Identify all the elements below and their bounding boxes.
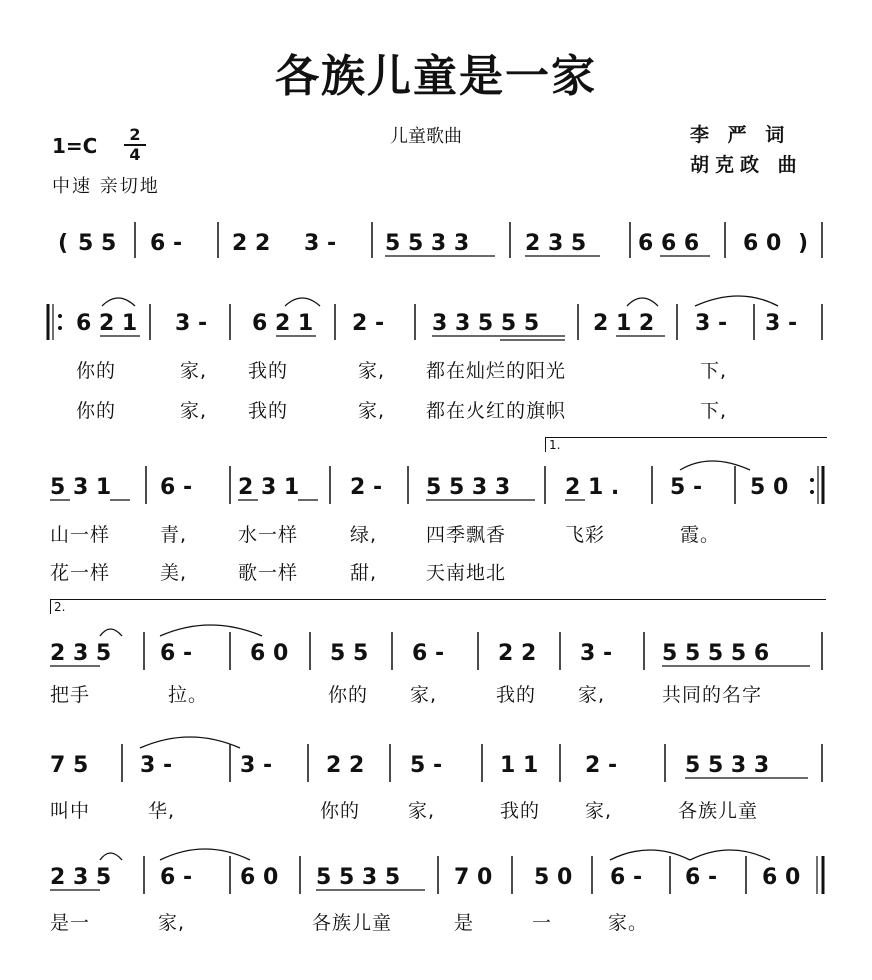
note-group: 3 -: [580, 641, 613, 666]
note-group: 2 2: [326, 753, 365, 778]
score-row-4: [40, 628, 840, 706]
lyric-word: 家,: [358, 400, 386, 422]
score-row-2: [40, 298, 840, 422]
lyric-word: 天南地北: [426, 562, 507, 584]
lyric-word: 都在火红的旗帜: [426, 400, 567, 422]
note-group: 3 3 5 5 5: [432, 311, 540, 336]
lyric-word: 家,: [585, 800, 613, 822]
lyric-word: 家,: [410, 684, 438, 706]
lyric-word: 一: [532, 912, 553, 934]
note-group: 5 5 3 3: [685, 753, 770, 778]
note-group: 6 -: [160, 641, 193, 666]
volta-2: 2.: [50, 599, 826, 614]
lyric-word: 绿,: [350, 524, 378, 546]
lyric-word: 青,: [160, 524, 188, 546]
note-group: 2 -: [350, 475, 383, 500]
note-group: 6 2 1: [76, 311, 138, 336]
note-group: 6 0: [250, 641, 289, 666]
note-group: 5 3 1: [50, 475, 112, 500]
score-row-6: [40, 852, 840, 934]
note-group: 2 3 5: [525, 231, 587, 256]
note-group: 3 -: [695, 311, 728, 336]
note-group: 6 0: [762, 865, 801, 890]
open-paren: (: [58, 231, 69, 256]
tempo-marking: 中速 亲切地: [52, 176, 160, 197]
note-group: 2 3 5: [50, 865, 112, 890]
note-group: 3 -: [175, 311, 208, 336]
lyric-word: 下,: [700, 400, 728, 422]
note-group: 2 2: [498, 641, 537, 666]
lyric-word: 我的: [248, 360, 289, 382]
note-group: 6 6 6: [638, 231, 700, 256]
lyric-word: 我的: [248, 400, 289, 422]
note-group: 5 0: [534, 865, 573, 890]
lyric-word: 你的: [76, 400, 117, 422]
lyric-word: 家,: [358, 360, 386, 382]
note-group: 2 -: [352, 311, 385, 336]
note-group: 6 -: [412, 641, 445, 666]
row-4-notes: [40, 628, 840, 672]
lyric-word: 家。: [608, 912, 649, 934]
lyric-word: 都在灿烂的阳光: [426, 360, 567, 382]
note-group: 5 0: [750, 475, 789, 500]
time-denominator: 4: [124, 144, 146, 164]
lyric-word: 山一样: [50, 524, 111, 546]
lyric-word: 是: [454, 912, 475, 934]
lyric-word: 叫中: [50, 800, 91, 822]
lyric-word: 你的: [320, 800, 361, 822]
composer-credit: 胡克政 曲: [690, 154, 803, 176]
lyric-word: 共同的名字: [662, 684, 763, 706]
song-title: 各族儿童是一家: [275, 51, 597, 102]
lyric-word: 我的: [500, 800, 541, 822]
note-group: 2 -: [585, 753, 618, 778]
score-row-5: [40, 740, 840, 822]
note-group: 5 -: [670, 475, 703, 500]
lyric-word: 飞彩: [565, 524, 606, 546]
note-group: 7 0: [454, 865, 493, 890]
row-6-notes: [40, 852, 840, 896]
score-row-3: [40, 462, 840, 584]
note-group: 5 5 3 5: [316, 865, 401, 890]
note-group: 7 5: [50, 753, 89, 778]
lyric-word: 美,: [160, 562, 188, 584]
lyric-word: 把手: [50, 684, 91, 706]
lyric-word: 甜,: [350, 562, 378, 584]
note-group: 6 -: [685, 865, 718, 890]
row-1-notes: [40, 220, 840, 260]
note-group: 3 -: [140, 753, 173, 778]
lyricist-credit: 李 严 词: [690, 124, 791, 146]
note-group: 5 5: [330, 641, 369, 666]
volta-1: 1.: [545, 437, 827, 452]
note-group: 5 5 3 3: [385, 231, 470, 256]
lyric-word: 歌一样: [238, 562, 299, 584]
key-signature: 1=C: [52, 134, 98, 158]
note-group: 5 5 3 3: [426, 475, 511, 500]
lyric-word: 家,: [578, 684, 606, 706]
note-group: 5 5: [78, 231, 117, 256]
lyric-word: 各族儿童: [312, 912, 393, 934]
row-3-notes: [40, 462, 840, 506]
lyric-word: 拉。: [168, 684, 209, 706]
note-group: 6 -: [160, 865, 193, 890]
lyric-word: 花一样: [50, 562, 111, 584]
note-group: 5 5 5 5 6: [662, 641, 770, 666]
song-genre: 儿童歌曲: [390, 126, 462, 147]
note-group: 3 -: [765, 311, 798, 336]
lyric-word: 我的: [496, 684, 537, 706]
lyric-word: 水一样: [238, 524, 299, 546]
row-5-notes: [40, 740, 840, 784]
lyric-word: 你的: [76, 360, 117, 382]
note-group: 6 -: [150, 231, 183, 256]
time-numerator: 2: [129, 125, 141, 144]
lyric-word: 下,: [700, 360, 728, 382]
note-group: 5 -: [410, 753, 443, 778]
lyric-word: 家,: [408, 800, 436, 822]
score-row-1: [40, 220, 840, 280]
note-group: 1 1: [500, 753, 539, 778]
close-paren: ): [798, 231, 809, 256]
note-group: 2 1 .: [565, 475, 620, 500]
note-group: 2 2: [232, 231, 271, 256]
note-group: 2 3 5: [50, 641, 112, 666]
lyric-word: 四季飘香: [426, 524, 507, 546]
lyric-word: 各族儿童: [678, 800, 759, 822]
lyric-word: 华,: [148, 800, 176, 822]
note-group: 2 1 2: [593, 311, 655, 336]
note-group: 6 -: [160, 475, 193, 500]
lyric-word: 是一: [50, 912, 91, 934]
lyric-word: 霞。: [680, 524, 721, 546]
note-group: 3 -: [304, 231, 337, 256]
lyric-word: 你的: [328, 684, 369, 706]
note-group: 6 0: [743, 231, 782, 256]
time-signature: [124, 126, 146, 164]
lyric-word: 家,: [180, 360, 208, 382]
note-group: 6 2 1: [252, 311, 314, 336]
lyric-word: 家,: [180, 400, 208, 422]
note-group: 2 3 1: [238, 475, 300, 500]
note-group: 6 0: [240, 865, 279, 890]
row-2-notes: [40, 298, 840, 342]
lyric-word: 家,: [158, 912, 186, 934]
note-group: 6 -: [610, 865, 643, 890]
note-group: 3 -: [240, 753, 273, 778]
